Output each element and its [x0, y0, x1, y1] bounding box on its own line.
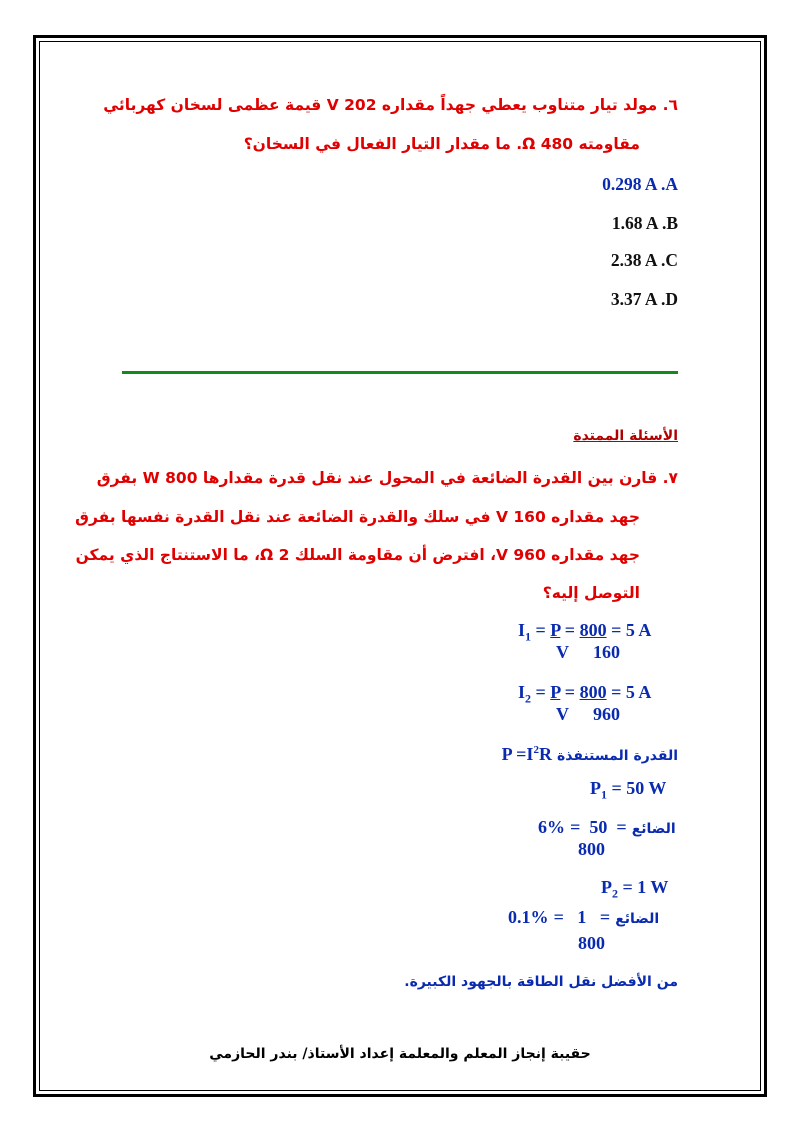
- loss-1-label: الضائع: [631, 821, 676, 837]
- loss-2-label: الضائع: [615, 911, 660, 927]
- fraction-denominator-v: V: [556, 642, 569, 662]
- q7-text-line1: ٧. قارن بين القدرة الضائعة في المحول عند نقل قدرة مقدارها 800 W بفرق: [96, 469, 678, 487]
- q7-text-line2: جهد مقداره 160 V في سلك والقدرة الضائعة عند نقل القدرة نفسها بفرق: [75, 508, 640, 526]
- q6-text-line2: مقاومته 480 Ω. ما مقدار التيار الفعال في السخان؟: [243, 135, 640, 153]
- equation-i2: $I_2 = P = 800 = 5$ A V 960: [518, 682, 652, 724]
- loss-1-equation: 6% = 50 = الضائع 800: [538, 817, 676, 859]
- q6-text-line1: ٦. مولد تيار متناوب يعطي جهداً مقداره 202 V قيمة عظمى لسخان كهربائي: [103, 96, 678, 114]
- page-border-inner: [39, 41, 761, 1091]
- fraction-numerator-p: P: [550, 682, 561, 702]
- power-formula-line: [502, 744, 678, 765]
- q7-text-line3: جهد مقداره 960 V، افترض أن مقاومة السلك 2 Ω، ما الاستنتاج الذي يمكن: [75, 546, 640, 564]
- loss-1-result: 6%: [538, 817, 565, 837]
- equation-p2: $P_2 = 1$ W: [601, 877, 669, 901]
- loss-2-denominator: 800: [578, 933, 605, 953]
- conclusion-text: من الأفضل نقل الطاقة بالجهود الكبيرة.: [404, 974, 678, 990]
- section-divider: [122, 371, 678, 374]
- power-label: القدرة المستنفذة: [557, 748, 678, 764]
- loss-1-denominator: 800: [578, 839, 605, 859]
- loss-2-equation: 0.1% = 1 = الضائع 800: [508, 907, 660, 953]
- power-formula: $P =I^2R$: [501, 744, 552, 764]
- loss-1-numerator: 50: [589, 817, 608, 837]
- section-title: الأسئلة الممتدة: [573, 428, 678, 444]
- loss-2-numerator: 1: [577, 907, 587, 927]
- fraction-denominator-value: 160: [593, 642, 620, 662]
- fraction-numerator-value: 800: [579, 620, 607, 640]
- q6-option-d: 3.37 A .D: [610, 289, 678, 309]
- fraction-numerator-value: 800: [579, 682, 607, 702]
- page-footer: حقيبة إنجاز المعلم والمعلمة إعداد الأستاذ/ بندر الحازمي: [209, 1046, 591, 1062]
- equation-p1: $P_1 = 50$ W: [590, 778, 667, 802]
- fraction-numerator-p: P: [550, 620, 561, 640]
- q6-option-b: 1.68 A .B: [611, 213, 678, 233]
- fraction-denominator-value: 960: [593, 704, 620, 724]
- fraction-denominator-v: V: [556, 704, 569, 724]
- loss-2-result: 0.1%: [508, 907, 549, 927]
- q6-option-c: 2.38 A .C: [610, 250, 678, 270]
- q7-text-line4: التوصل إليه؟: [542, 584, 640, 602]
- equation-i1: $I_1 = P = 800 = 5$ A V 160: [518, 620, 652, 662]
- q6-option-a: 0.298 A .A: [602, 174, 678, 194]
